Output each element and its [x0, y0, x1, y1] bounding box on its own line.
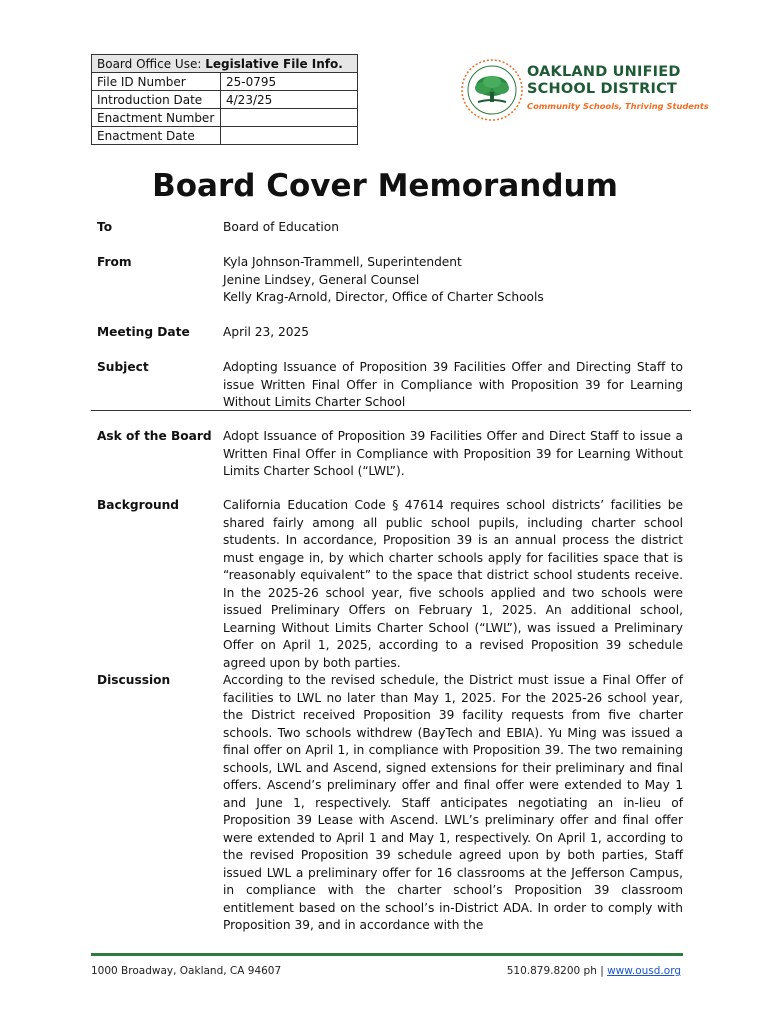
subject-divider — [91, 410, 691, 411]
discussion-text: According to the revised schedule, the District must issue a Final Offer of facilities to LWL no later than May 1, 2025. For the 2025-26 school year, the District received Proposition 39 facility requests from five charter schools. Two schools withdrew (BayTech and EBIA). Yu Ming was issued a final offer on April 1, in compliance with Proposition 39. The two remaining schools, LWL and Ascend, signed extensions for their preliminary and final offers. Ascend’s preliminary offer and final offer were extended to May 1 and June 1, respectively. Staff anticipates negotiating an in-lieu of Proposition 39 Lease with Ascend. LWL’s preliminary offer and final offer were extended to April 1 and May 1, respectively. On April 1, according to the revised Proposition 39 schedule agreed upon by both parties, Staff issued LWL a preliminary offer for 16 classrooms at the Jefferson Campus, in compliance with the charter school’s Proposition 39 classroom entitlement based on the school’s in-District ADA. In order to comply with Proposition 39, and in accordance with the — [223, 673, 683, 932]
ask-label: Ask of the Board — [97, 429, 212, 443]
enactment-date-value — [221, 127, 358, 145]
background-label: Background — [97, 498, 180, 512]
from-line: Kyla Johnson-Trammell, Superintendent — [223, 255, 462, 269]
discussion-label: Discussion — [97, 673, 171, 687]
file-info-row — [92, 127, 358, 145]
oak-tree-seal-icon — [460, 58, 524, 122]
background-text: California Education Code § 47614 requires school districts’ facilities be shared fairly among all public school pupils, including charter school students. In accordance, Proposition 39 is an annual process the district must engage in, by which charter schools apply for facilities space that is “reasonably equivalent” to the space that district school students receive. In the 2025-26 school year, five schools applied and two schools were issued Preliminary Offers on February 1, 2025. An additional school, Learning Without Limits Charter School (“LWL”), was issued a Preliminary Offer on April 1, 2025, according to a revised Proposition 39 schedule agreed upon by both parties. — [223, 498, 683, 670]
ask-value: Adopt Issuance of Proposition 39 Facilities Offer and Direct Staff to issue a Written Final Offer in Compliance with Proposition 39 for Learning Without Limits Charter School (“LWL”). — [223, 429, 683, 478]
file-info-header-prefix: Board Office Use: — [97, 56, 206, 71]
file-info-row — [92, 73, 358, 91]
file-info-row — [92, 91, 358, 109]
district-tagline: Community Schools, Thriving Students — [527, 101, 709, 111]
to-label: To — [97, 220, 113, 234]
from-label: From — [97, 255, 132, 269]
introduction-date-value: 4/23/25 — [221, 91, 358, 109]
district-logo — [460, 54, 709, 124]
footer-website-link[interactable]: www.ousd.org — [607, 965, 681, 977]
from-line: Jenine Lindsey, General Counsel — [223, 272, 420, 287]
introduction-date-label: Introduction Date — [92, 91, 221, 109]
footer-phone: 510.879.8200 ph | — [506, 965, 608, 977]
enactment-number-value — [221, 109, 358, 127]
file-info-table — [91, 54, 358, 145]
file-id-label: File ID Number — [92, 73, 221, 91]
file-id-value: 25-0795 — [221, 73, 358, 91]
file-info-header — [92, 55, 358, 73]
district-name-line-1: OAKLAND UNIFIED — [527, 64, 681, 80]
file-info-header-row — [92, 55, 358, 73]
file-info-row — [92, 109, 358, 127]
memo-title: Board Cover Memorandum — [152, 168, 618, 204]
enactment-number-label: Enactment Number — [92, 109, 221, 127]
footer-contact — [507, 965, 681, 977]
footer-rule — [91, 953, 683, 956]
footer-address: 1000 Broadway, Oakland, CA 94607 — [91, 965, 282, 977]
file-info-header-bold: Legislative File Info. — [205, 56, 343, 71]
enactment-date-label: Enactment Date — [92, 127, 221, 145]
meeting-date-value: April 23, 2025 — [223, 325, 310, 339]
district-name — [527, 64, 681, 98]
to-value: Board of Education — [223, 220, 339, 234]
subject-value: Adopting Issuance of Proposition 39 Facilities Offer and Directing Staff to issue Written Final Offer in Compliance with Proposition 39 for Learning Without Limits Charter School — [223, 360, 683, 409]
district-name-line-2: SCHOOL DISTRICT — [527, 81, 678, 97]
from-line: Kelly Krag-Arnold, Director, Office of Charter Schools — [223, 290, 544, 304]
subject-label: Subject — [97, 360, 149, 374]
meeting-date-label: Meeting Date — [97, 325, 190, 339]
from-value — [223, 254, 683, 307]
